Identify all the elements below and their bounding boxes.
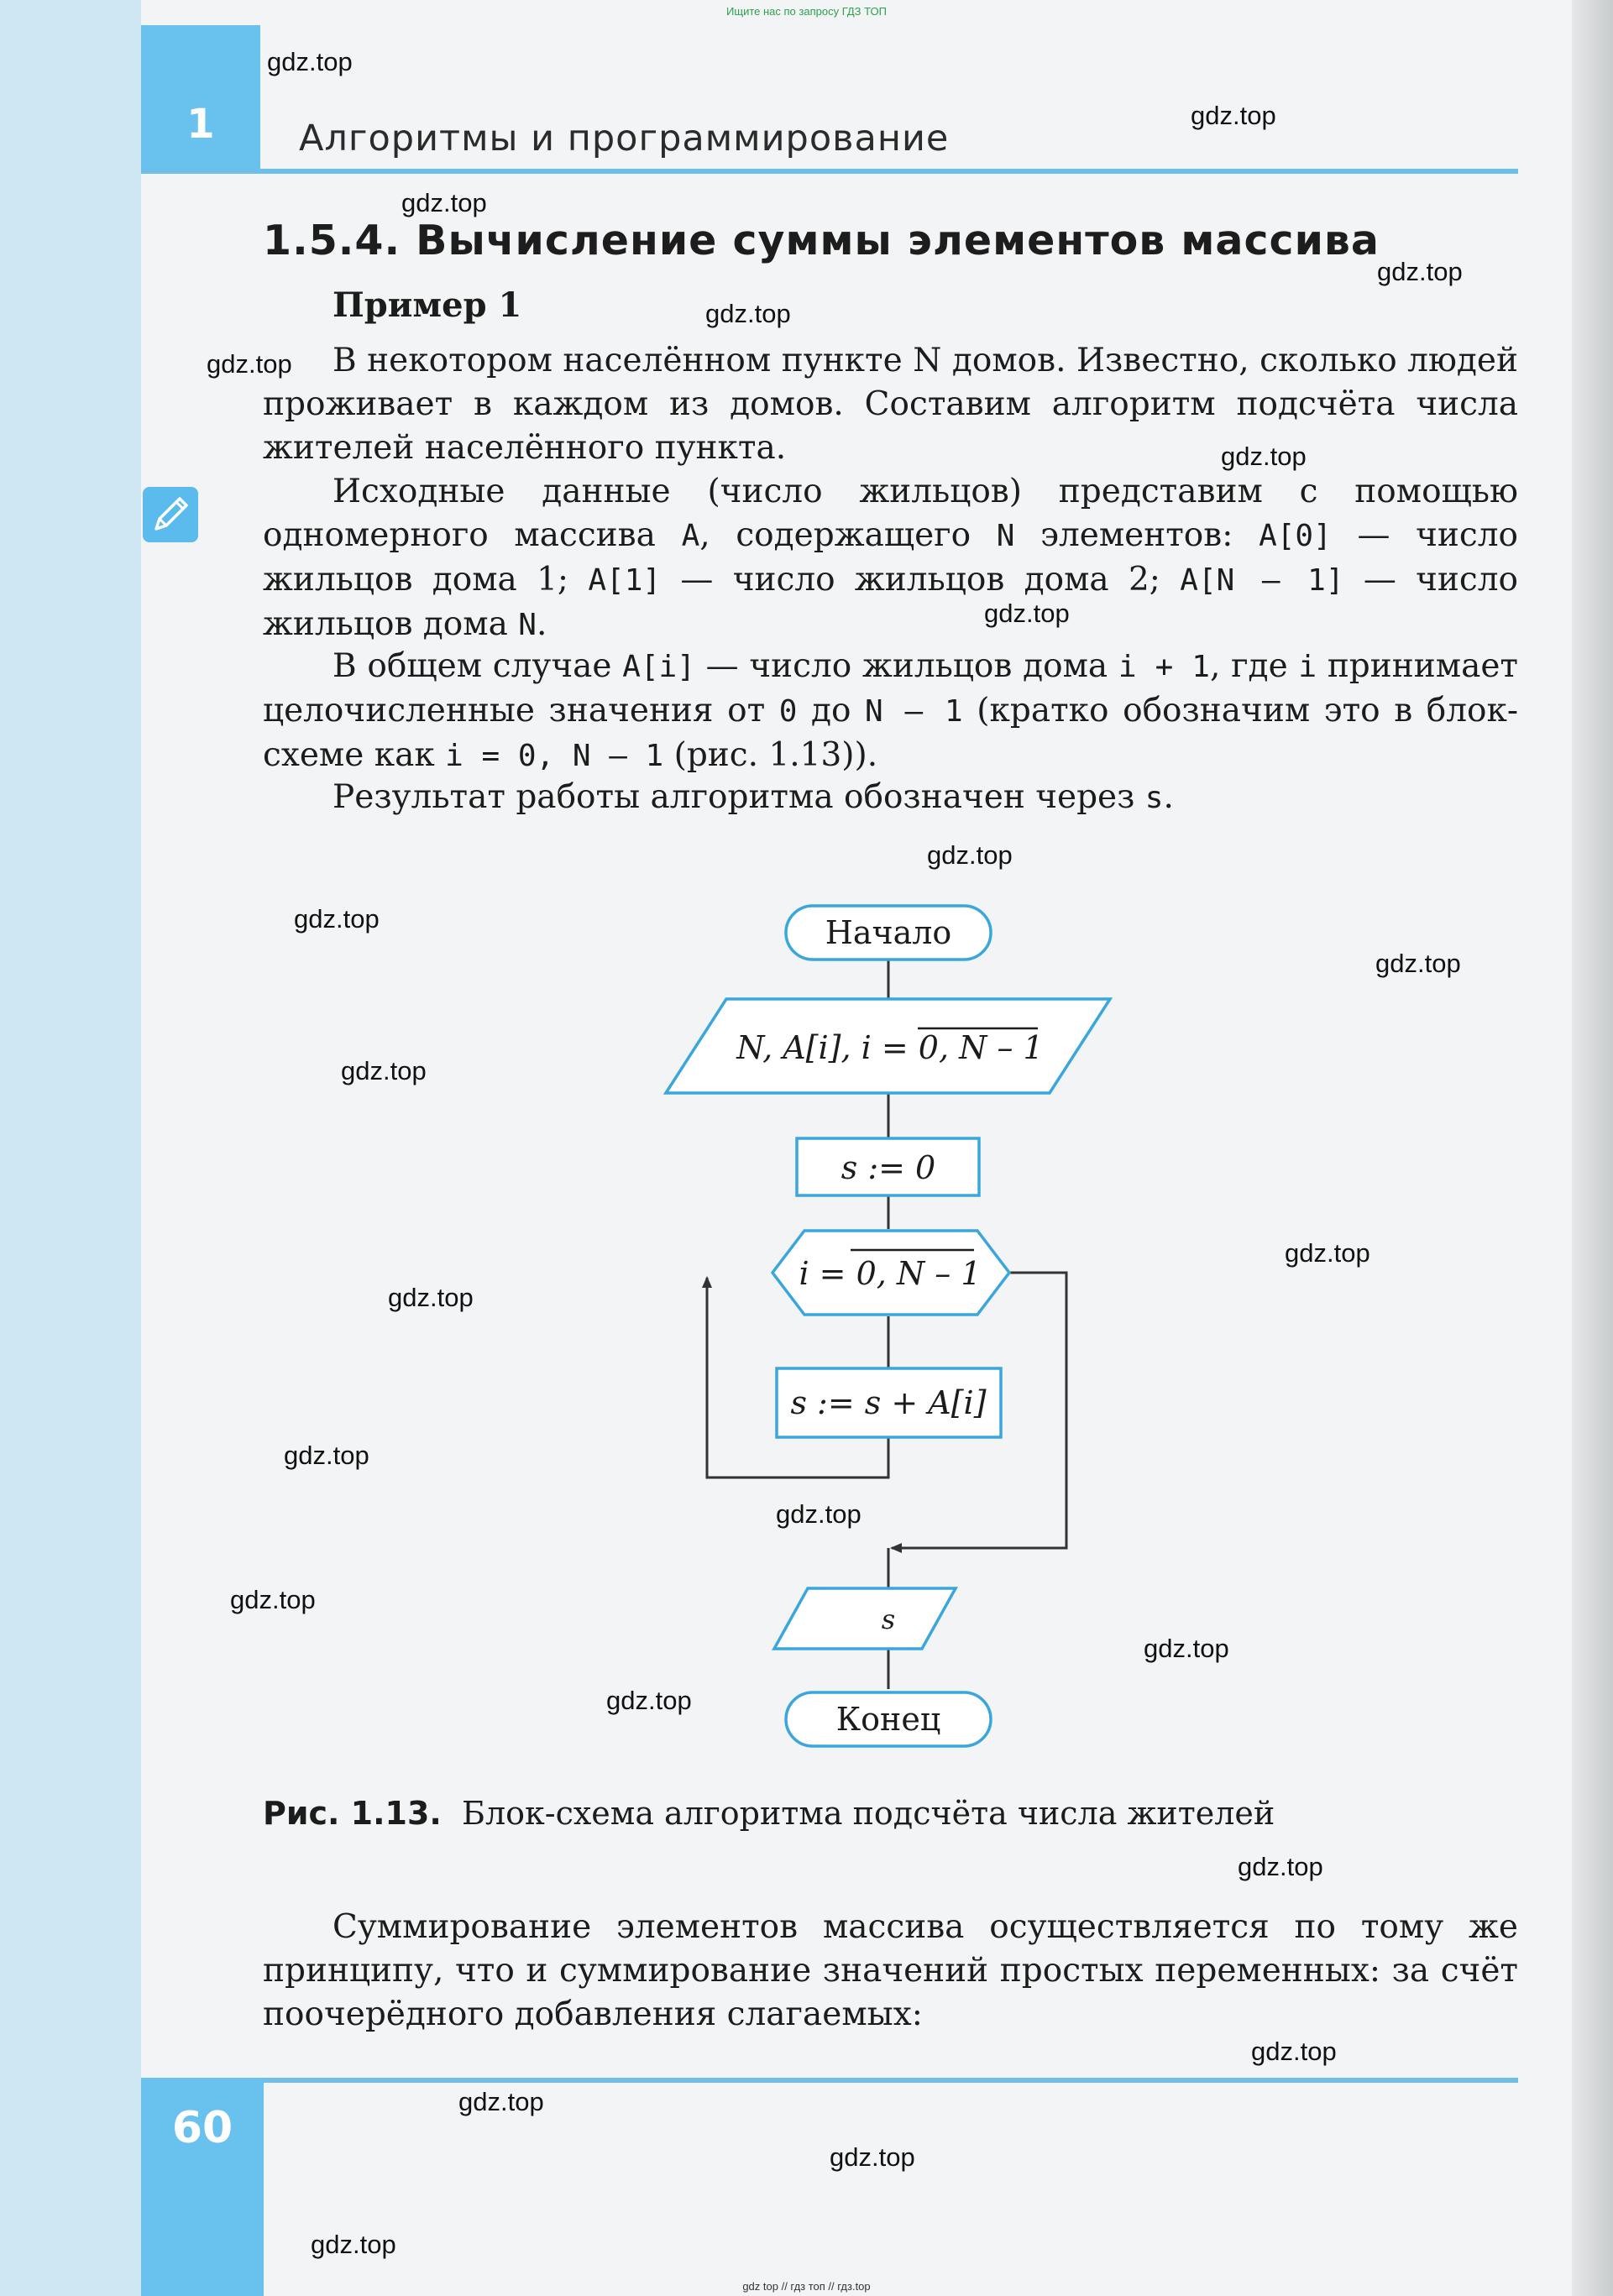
- footer-rule: [141, 2078, 1518, 2083]
- watermark: gdz.top: [341, 1056, 427, 1085]
- page-number: 60: [171, 2103, 233, 2153]
- watermark: gdz.top: [1191, 101, 1276, 130]
- body-label: s := s + A[i]: [790, 1384, 987, 1421]
- chapter-title: Алгоритмы и программирование: [299, 118, 950, 160]
- watermark: gdz.top: [606, 1686, 692, 1715]
- paragraph-3: В общем случае A[i] — число жильцов дома i + 1, где i принимает целочисленные значения от 0 до N – 1 (кратко обозначим это в блок-схеме как i = 0, N – 1 (рис. 1.13)).: [263, 647, 1518, 774]
- watermark: gdz.top: [458, 2087, 544, 2116]
- watermark: gdz.top: [1221, 442, 1307, 471]
- chapter-number: 1: [186, 101, 215, 148]
- top-note: Ищите нас по запросу ГДЗ ТОП: [726, 5, 887, 18]
- output-parallelogram: [774, 1588, 956, 1649]
- example-label: Пример 1: [333, 285, 522, 325]
- paragraph-2: Исходные данные (число жильцов) представим с помощью одномерного массива A, содержащего N элементов: A[0] — число жильцов дома 1; A[1] — число жильцов дома 2; A[N – 1] — число жильцов дома N.: [263, 473, 1519, 643]
- loop-label: i = 0, N – 1: [799, 1255, 982, 1292]
- start-label: Начало: [825, 914, 952, 951]
- paragraph-5: Суммирование элементов массива осуществляется по тому же принципу, что и суммирование значений простых переменных: за счёт поочерёдного добавления слагаемых:: [263, 1908, 1518, 2033]
- bottom-note: gdz top // гдз топ // гдз.top: [742, 2280, 871, 2293]
- watermark: gdz.top: [1144, 1634, 1229, 1663]
- paragraph-4: Результат работы алгоритма обозначен через s.: [333, 778, 1174, 816]
- watermark: gdz.top: [267, 47, 353, 76]
- watermark: gdz.top: [311, 2230, 396, 2259]
- watermark: gdz.top: [1285, 1238, 1370, 1268]
- watermark: gdz.top: [1375, 949, 1461, 978]
- section-title: 1.5.4. Вычисление суммы элементов массива: [263, 217, 1380, 264]
- watermark: gdz.top: [294, 904, 380, 934]
- watermark: gdz.top: [705, 299, 791, 328]
- watermark: gdz.top: [1377, 257, 1463, 286]
- paragraph-1: В некотором населённом пункте N домов. Известно, сколько людей проживает в каждом из домов. Составим алгоритм подсчёта числа жителей населённого пункта.: [263, 342, 1518, 467]
- watermark: gdz.top: [927, 840, 1013, 870]
- watermark: gdz.top: [401, 188, 487, 217]
- watermark: gdz.top: [1251, 2037, 1337, 2066]
- figure-caption: Рис. 1.13. Блок-схема алгоритма подсчёта числа жителей: [263, 1795, 1275, 1832]
- init-label: s := 0: [841, 1149, 936, 1186]
- watermark: gdz.top: [830, 2142, 915, 2172]
- watermark: gdz.top: [284, 1441, 369, 1470]
- watermark: gdz.top: [388, 1283, 474, 1312]
- end-label: Конец: [835, 1701, 941, 1738]
- watermark: gdz.top: [230, 1585, 316, 1614]
- watermark: gdz.top: [776, 1499, 861, 1529]
- output-label: s: [881, 1603, 896, 1635]
- watermark: gdz.top: [207, 349, 292, 379]
- watermark: gdz.top: [984, 599, 1070, 628]
- input-label: N, A[i], i = 0, N – 1: [736, 1029, 1044, 1066]
- watermark: gdz.top: [1238, 1852, 1323, 1881]
